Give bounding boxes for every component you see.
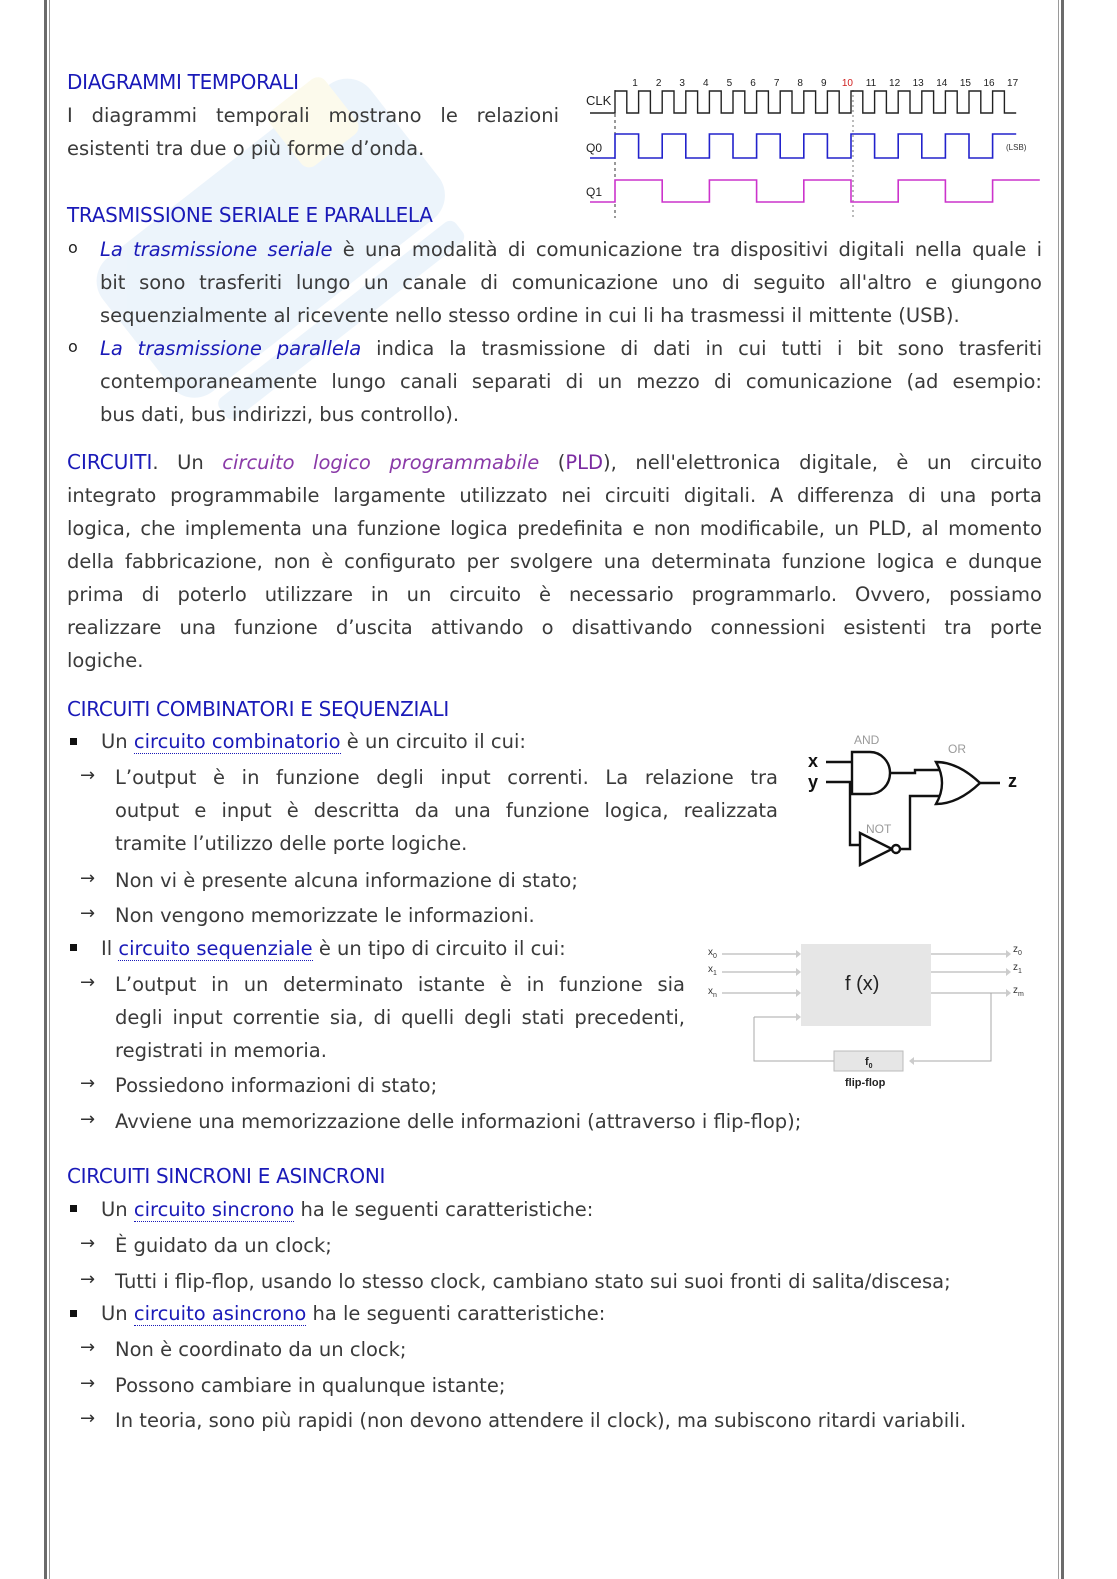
lsb-label: (LSB) [1006,143,1027,152]
timing-diagram [580,70,1040,225]
arrow-glyph-sync-2: → [80,1269,96,1290]
arrow-glyph-async-3: → [80,1408,96,1429]
page-frame-left-inner [49,0,50,1579]
circuits-line-3: logica, che implementa una funzione logica predefinita e non modificabile, un PLD, al momento [67,517,1042,540]
tick-number: 7 [773,78,780,89]
circuits-line-4: della fabbricazione, non è configurato per svolgere una determinata funzione logica e dunque [67,550,1042,573]
sequential-circuit-diagram [700,935,1040,1095]
or-gate-label: OR [948,742,966,756]
bullet-square-seq [70,944,77,951]
seq-arrow-1-line-1: L’output in un determinato istante è in funzione sia [115,973,685,996]
arrow-glyph-seq-1: → [80,972,96,993]
seq-intro [101,932,566,965]
section-title-combseq: CIRCUITI COMBINATORI E SEQUENZIALI [67,697,449,721]
tick-number: 5 [726,78,733,89]
not-to-or-wire [900,796,940,849]
q0-waveform [590,134,1016,158]
circuits-title: CIRCUITI [67,450,153,474]
timing-line-1: I diagrammi temporali mostrano le relazioni [67,104,559,127]
and-to-or-wire [890,770,940,773]
sync-post: ha le seguenti caratteristiche: [294,1198,594,1221]
not-gate-label: NOT [866,822,892,836]
circuits-open: ( [539,451,566,474]
arrow-glyph-sync-1: → [80,1233,96,1254]
arrow-glyph-comb-1: → [80,765,96,786]
circuits-dot: . Un [152,451,223,474]
tick-number: 2 [655,78,662,89]
section-title-syncasync: CIRCUITI SINCRONI E ASINCRONI [67,1164,386,1188]
sync-arrow-2: Tutti i flip-flop, usando lo stesso clock, cambiano stato sui suoi fronti di salita/discesa; [115,1270,951,1293]
output-wires [931,954,1006,993]
signal-label-clk: CLK [586,93,612,108]
tick-number: 8 [797,78,803,89]
sync-intro [101,1193,593,1226]
page-frame-right-inner [1058,0,1059,1579]
async-term: circuito asincrono [133,1302,307,1325]
input-x0-label: $x_0$ [708,947,717,960]
async-arrow-1: Non è coordinato da un clock; [115,1338,407,1361]
circuits-line-6: realizzare una funzione d’uscita attivando o disattivando connessioni esistenti tra porte [67,616,1042,639]
tick-number: 12 [889,78,901,89]
not-gate-shape [860,833,892,865]
tick-number: 10 [841,78,853,89]
seq-arrow-3: Avviene una memorizzazione delle informazioni (attraverso i flip-flop); [115,1110,802,1133]
serial-line-1-text: è una modalità di comunicazione tra dispositivi digitali nella quale i [332,238,1042,261]
and-gate-label: AND [854,733,880,747]
transmission-parallel-item [100,332,1042,431]
parallel-line-1 [100,332,1042,365]
serial-line-2: bit sono trasferiti lungo un canale di comunicazione uno di seguito all'altro e giungono [100,271,1042,294]
input-wires [722,954,796,1017]
seq-arrow-1 [115,968,685,1067]
tick-number: 16 [983,78,995,89]
output-z-label: z [1008,771,1017,791]
arrow-glyph-comb-2: → [80,868,96,889]
pld-abbr: PLD [565,451,603,474]
tick-number: 1 [632,78,638,89]
pld-term: circuito logico programmabile [222,451,540,474]
clk-waveform [590,91,1016,113]
signal-label-q1: Q1 [586,185,603,199]
flip-flop-f0-label: $f_0$ [865,1056,873,1070]
comb-term: circuito combinatorio [133,730,341,753]
circuits-line-7: logiche. [67,649,144,672]
async-post: ha le seguenti caratteristiche: [306,1302,606,1325]
arrow-glyph-comb-3: → [80,903,96,924]
section-title-timing: DIAGRAMMI TEMPORALI [67,70,299,94]
page-frame-right [1061,0,1064,1579]
and-inputs [826,762,852,782]
list-marker-o-1: o [68,238,78,257]
input-xn-label: $x_n$ [708,986,717,999]
input-x1-label: $x_1$ [708,964,717,977]
seq-pre: Il [101,937,119,960]
comb-arrow-1-line-3: tramite l’utilizzo delle porte logiche. [115,832,468,855]
parallel-line-3: bus dati, bus indirizzi, bus controllo). [100,403,460,426]
output-z0-label: $z_0$ [1013,944,1022,957]
seq-term: circuito sequenziale [118,937,313,960]
seq-post: è un tipo di circuito il cui: [312,937,566,960]
circuits-line-2: integrato programmabile largamente utilizzato nei circuiti digitali. A differenza di una porta [67,484,1042,507]
seq-arrow-1-line-3: registrati in memoria. [115,1039,327,1062]
arrow-glyph-seq-3: → [80,1109,96,1130]
comb-arrow-1-line-1: L’output è in funzione degli input correnti. La relazione tra [115,766,778,789]
tick-number: 3 [679,78,685,89]
tick-number: 11 [865,78,877,89]
input-x-label: x [808,751,819,771]
parallel-line-2: contemporaneamente lungo canali separati di un mezzo di comunicazione (ad esempio: [100,370,1042,393]
q1-waveform [590,180,1040,202]
async-pre: Un [101,1302,134,1325]
serial-term: La trasmissione seriale [100,238,333,261]
tick-number: 6 [750,78,756,89]
bullet-square-comb [70,738,77,745]
comb-pre: Un [101,730,134,753]
comb-arrow-2: Non vi è presente alcuna informazione di stato; [115,869,578,892]
sync-arrow-1: È guidato da un clock; [115,1234,332,1257]
parallel-line-1-text: indica la trasmissione di dati in cui tutti i bit sono trasferiti [361,337,1042,360]
sync-pre: Un [101,1198,134,1221]
page-frame-left [44,0,47,1579]
comb-post: è un circuito il cui: [340,730,526,753]
tick-number: 15 [959,78,971,89]
circuits-line-5: prima di poterlo utilizzare in un circuito è necessario programmarlo. Ovvero, possiamo [67,583,1042,606]
bullet-square-async [70,1310,77,1317]
async-arrow-3: In teoria, sono più rapidi (non devono attendere il clock), ma subiscono ritardi variabili. [115,1409,967,1432]
function-label: f (x) [845,973,880,995]
circuits-paragraph [67,446,1042,677]
list-marker-o-2: o [68,337,78,356]
seq-arrow-2: Possiedono informazioni di stato; [115,1074,438,1097]
async-intro [101,1297,605,1330]
circuits-rest: ), nell'elettronica digitale, è un circuito [603,451,1043,474]
and-gate-shape [852,752,890,794]
timing-paragraph [67,99,559,165]
timing-tick-numbers [632,78,1018,89]
output-zm-label: $z_m$ [1013,985,1024,998]
serial-line-1 [100,233,1042,266]
tick-number: 4 [703,78,709,89]
arrow-glyph-seq-2: → [80,1073,96,1094]
tick-number: 9 [821,78,827,89]
or-gate-shape [936,762,980,804]
arrow-glyph-async-1: → [80,1337,96,1358]
sync-term: circuito sincrono [133,1198,295,1221]
comb-arrow-3: Non vengono memorizzate le informazioni. [115,904,535,927]
comb-intro [101,725,526,758]
not-bubble [892,845,900,853]
section-title-transmission: TRASMISSIONE SERIALE E PARALLELA [67,203,433,227]
async-arrow-2: Possono cambiare in qualunque istante; [115,1374,506,1397]
signal-label-q0: Q0 [586,141,603,155]
circuits-line-1 [67,446,1042,479]
arrow-glyph-async-2: → [80,1373,96,1394]
tick-number: 14 [936,78,948,89]
flip-flop-caption: flip-flop [845,1077,886,1089]
comb-arrow-1-line-2: output e input è descritta da una funzione logica, realizzata [115,799,778,822]
serial-line-3: sequenzialmente al ricevente nello stesso ordine in cui li ha trasmessi il mittente (USB). [100,304,960,327]
bullet-square-sync [70,1205,77,1212]
timing-line-2: esistenti tra due o più forme d’onda. [67,137,425,160]
output-z1-label: $z_1$ [1013,962,1022,975]
parallel-term: La trasmissione parallela [100,337,362,360]
tick-number: 17 [1007,78,1019,89]
logic-gate-diagram [800,730,1035,875]
seq-arrow-1-line-2: degli input correntie sia, di quelli degli stati precedenti, [115,1006,685,1029]
input-y-label: y [808,772,819,792]
comb-arrow-1 [115,761,778,860]
tick-number: 13 [912,78,924,89]
transmission-serial-item [100,233,1042,332]
